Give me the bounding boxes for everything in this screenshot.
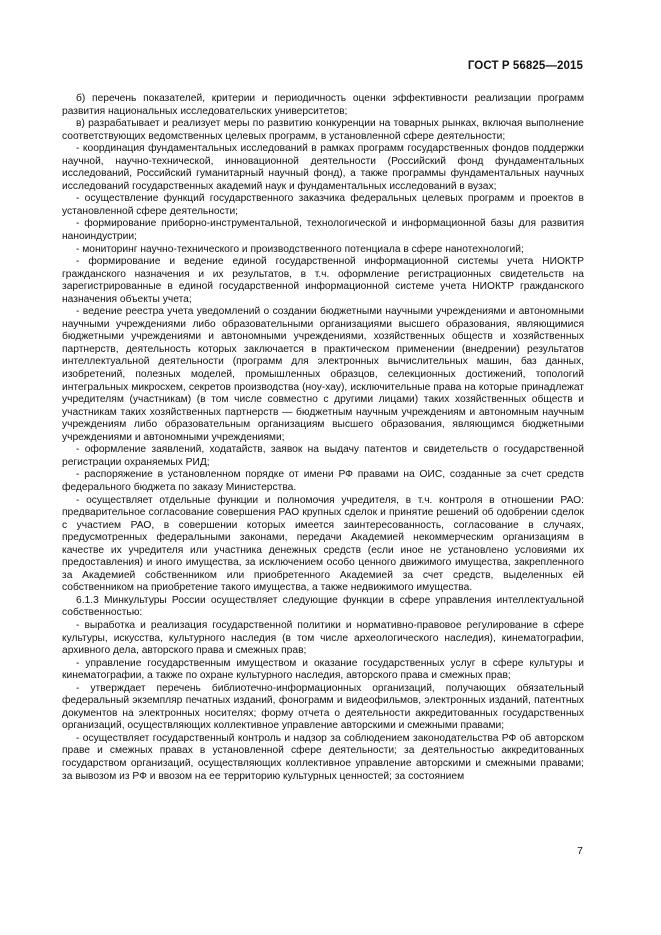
paragraph: - мониторинг научно-технического и производственного потенциала в сфере нанотехнологий; — [76, 243, 524, 255]
paragraph: - утверждает перечень библиотечно-информационных организаций, получающих обязательный федеральный экземпляр печатных изданий, фонограмм и видеофильмов, электронных изданий, патентных документов на электронных носителях; форму отчета о деятельности аккредитованных государственных организаций, осуществляющих коллективное управление авторскими и смежными правами; — [62, 682, 584, 732]
paragraph: - оформление заявлений, ходатайств, заявок на выдачу патентов и свидетельств о государственной регистрации охраняемых РИД; — [62, 444, 584, 468]
paragraph: - осуществляет отдельные функции и полномочия учредителя, в т.ч. контроля в отношении РАО: предварительное согласование совершения РАО крупных сделок и принятие решений об одобрении сделок с участием РАО, в совершении которых имеется заинтересованность, согласование в случаях, предусмотренных федеральными законами, передачи Академией некоммерческим организациям в качестве их учредителя или участника денежных средств (если иное не установлено условиями их предоставления) и иного имущества, за исключением особо ценного движимого имущества, закрепленного за Академией собственником или приобретенного Академией за счет средств, выделенных ей собственником на приобретение такого имущества, а также недвижимого имущества. — [62, 494, 584, 594]
standard-header: ГОСТ Р 56825—2015 — [467, 60, 583, 72]
paragraph: - управление государственным имуществом и оказание государственных услуг в сфере культуры и кинематографии, а также по охране культурного наследия, авторского права и смежных прав; — [62, 657, 584, 682]
paragraph: б) перечень показателей, критерии и периодичность оценки эффективности реализации программ развития национальных исследовательских университетов; — [62, 93, 584, 117]
paragraph: - осуществление функций государственного заказчика федеральных целевых программ и проектов в установленной сфере деятельности; — [62, 193, 584, 217]
paragraph: - ведение реестра учета уведомлений о создании бюджетными научными учреждениями и автономными научными учреждениями либо образовательными организациями высшего образования, являющимися бюджетными учреждениями и автономными учреждениями, хозяйственных обществ и хозяйственных партнерств, деятельность которых заключается в практическом применении (внедрении) результатов интеллектуальной деятельности (программ для электронных вычислительных машин, баз данных, изобретений, полезных моделей, промышленных образцов, селекционных достижений, топологий интегральных микросхем, секретов производства (ноу-хау), исключительные права на которые принадлежат учредителям (участникам) (в том числе совместно с другими лицами) таких хозяйственных обществ и участникам таких хозяйственных партнерств — бюджетным научным учреждениям и автономным научным учреждениям либо образовательным организациям высшего образования, являющимся бюджетными учреждениями и автономными учреждениями; — [62, 306, 584, 443]
paragraph: - выработка и реализация государственной политики и нормативно-правовое регулирование в сфере культуры, искусства, культурного наследия (в том числе археологического наследия), кинематографии, архивного дела, авторского права и смежных прав; — [62, 619, 584, 657]
paragraph: - распоряжение в установленном порядке от имени РФ правами на ОИС, созданные за счет средств федерального бюджета по заказу Министерства. — [62, 469, 584, 493]
section-paragraph: 6.1.3 Минкультуры России осуществляет следующие функции в сфере управления интеллектуальной собственностью: — [62, 594, 584, 619]
paragraph: - формирование приборно-инструментальной, технологической и информационной базы для развития наноиндустрии; — [62, 218, 584, 243]
body-text — [62, 93, 584, 783]
paragraph: - осуществляет государственный контроль и надзор за соблюдением законодательства РФ об авторском праве и смежных правах в установленной сфере деятельности; за деятельностью аккредитованных государством организаций, осуществляющих коллективное управление авторскими и смежными правами; за вывозом из РФ и ввозом на ее территорию культурных ценностей; за состоянием — [62, 732, 584, 782]
paragraph: в) разрабатывает и реализует меры по развитию конкуренции на товарных рынках, включая выполнение соответствующих ведомственных целевых программ, в установленной сфере деятельности; — [62, 118, 584, 142]
page-number: 7 — [577, 845, 583, 857]
paragraph: - формирование и ведение единой государственной информационной системы учета НИОКТР гражданского назначения и их результатов, в т.ч. оформление регистрационных свидетельств на зарегистрированные в единой государственной информационной системе учета НИОКТР гражданского назначения объекты учета; — [62, 256, 584, 305]
paragraph: - координация фундаментальных исследований в рамках программ государственных фондов поддержки научной, научно-технической, инновационной деятельности (Российский фонд фундаментальных исследований, Российский гуманитарный научный фонд), а также программы фундаментальных научных исследований государственных академий наук и фундаментальных исследований в вузах; — [62, 143, 584, 192]
